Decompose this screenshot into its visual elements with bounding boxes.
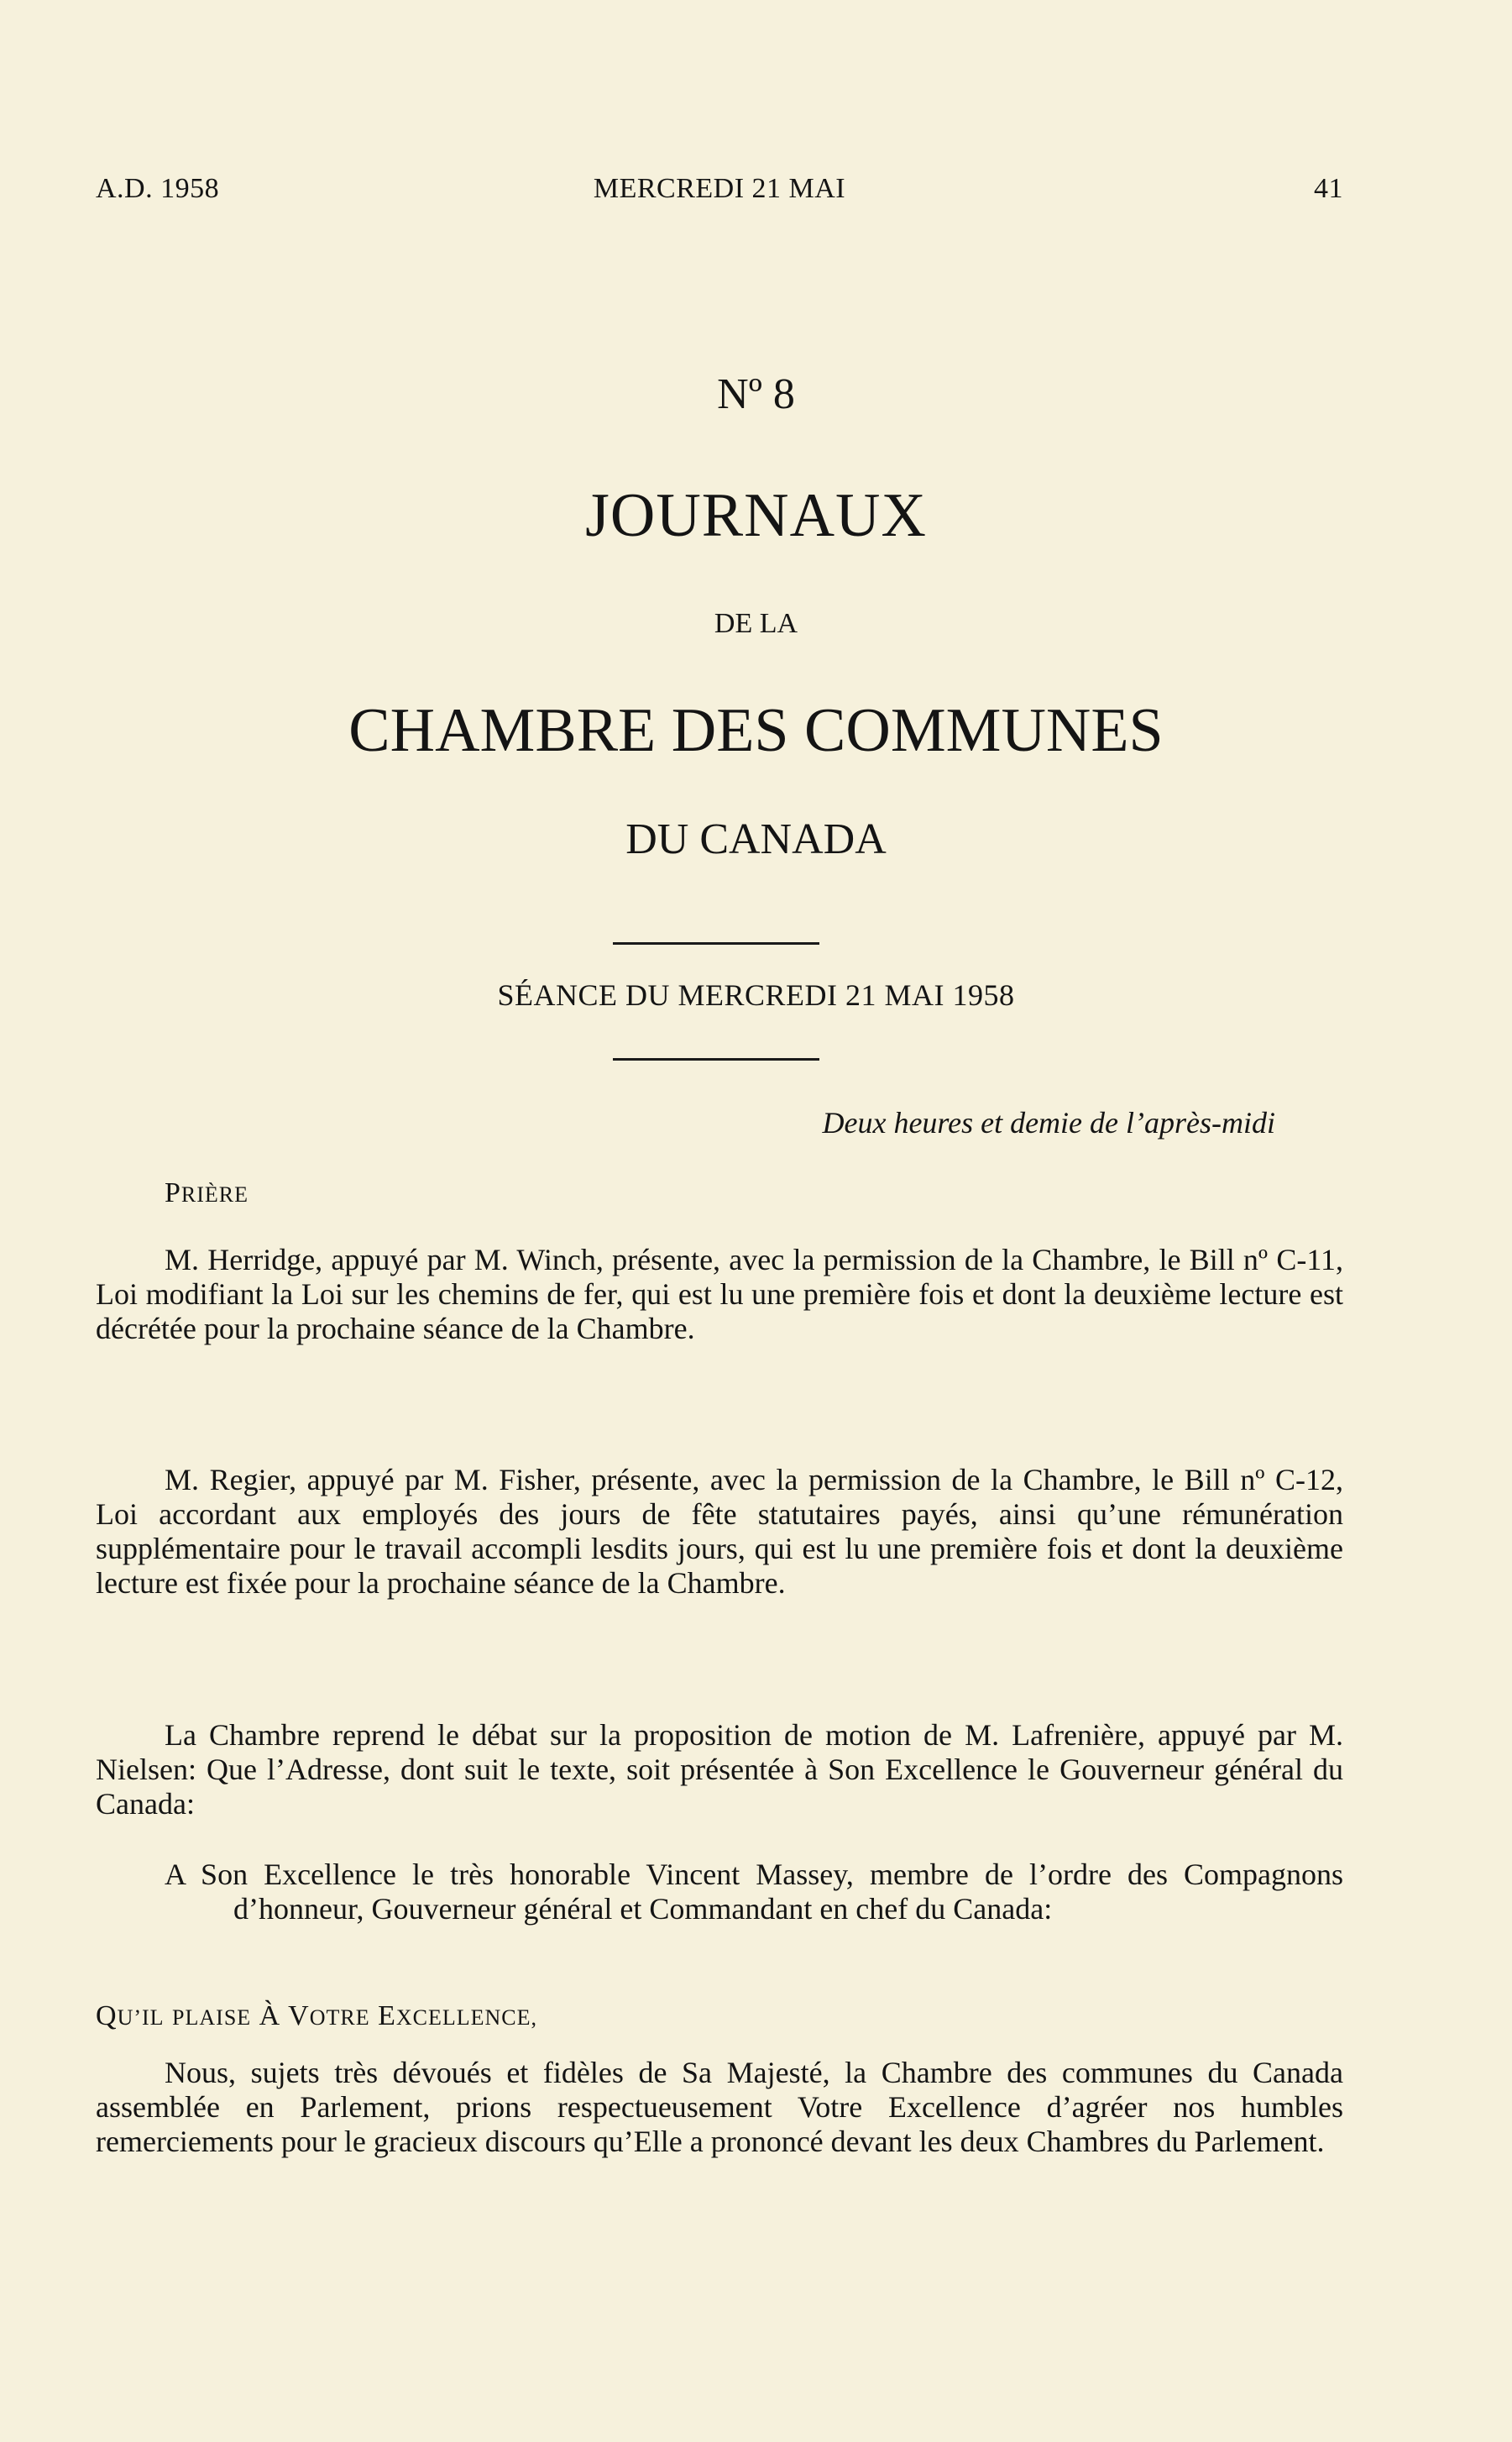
issue-number: Nº 8: [717, 370, 795, 418]
address-w5-initial: E: [378, 2000, 396, 2031]
address-w4-initial: V: [288, 2000, 310, 2031]
address-w1-initial: Q: [96, 2000, 118, 2031]
prayer-heading-initial: P: [165, 1177, 181, 1208]
sitting-title: SÉANCE DU MERCREDI 21 MAI 1958: [497, 978, 1015, 1012]
address-w4-rest: OTRE: [309, 2005, 370, 2030]
divider-bottom: [613, 1058, 819, 1061]
running-header: [96, 173, 1343, 215]
paragraph-bill-c11: M. Herridge, appuyé par M. Winch, présente, avec la permission de la Chambre, le Bill nº C-11, Loi modifiant la Loi sur les chemins de fer, qui est lu une première fois et dont la deuxième lecture est décrétée pour la prochaine séance de la Chambre.: [96, 1243, 1343, 1345]
address-heading: [96, 2000, 537, 2032]
journal-title: JOURNAUX: [585, 481, 927, 550]
paragraph-address-recipient: A Son Excellence le très honorable Vincent Massey, membre de l’ordre des Compagnons d’honneur, Gouverneur général et Commandant en chef du Canada:: [165, 1858, 1343, 1926]
header-year: A.D. 1958: [96, 173, 220, 204]
chamber-name: CHAMBRE DES COMMUNES: [348, 696, 1164, 765]
address-w2: PLAISE: [172, 2005, 252, 2030]
paragraph-bill-c12: M. Regier, appuyé par M. Fisher, présente, avec la permission de la Chambre, le Bill nº C-12, Loi accordant aux employés des jours de fête statutaires payés, ainsi qu’une rémunération supplémentaire pour le travail accompli lesdits jours, qui est lu une première fois et dont la deuxième lecture est fixée pour la prochaine séance de la Chambre.: [96, 1463, 1343, 1600]
prayer-heading: [165, 1177, 249, 1209]
paragraph-address-body: Nous, sujets très dévoués et fidèles de Sa Majesté, la Chambre des communes du Canada assemblée en Parlement, prions respectueusement Votre Excellence d’agréer nos humbles remerciements pour le gracieux discours qu’Elle a prononcé devant les deux Chambres du Parlement.: [96, 2056, 1343, 2158]
divider-top: [613, 942, 819, 945]
address-w5-rest: XCELLENCE,: [395, 2005, 538, 2030]
address-w3: À: [259, 2000, 281, 2031]
paragraph-debate: La Chambre reprend le débat sur la proposition de motion de M. Lafrenière, appuyé par M. Nielsen: Que l’Adresse, dont suit le texte, soit présentée à Son Excellence le Gouverneur général du Canada:: [96, 1718, 1343, 1821]
prayer-heading-rest: RIÈRE: [180, 1182, 249, 1207]
title-connector: DE LA: [714, 608, 798, 639]
country-name: DU CANADA: [625, 815, 887, 863]
sitting-time: Deux heures et demie de l’après-midi: [822, 1106, 1275, 1140]
header-date: MERCREDI 21 MAI: [593, 173, 846, 204]
page-number: 41: [1314, 173, 1343, 204]
address-w1-rest: U’IL: [117, 2005, 165, 2030]
